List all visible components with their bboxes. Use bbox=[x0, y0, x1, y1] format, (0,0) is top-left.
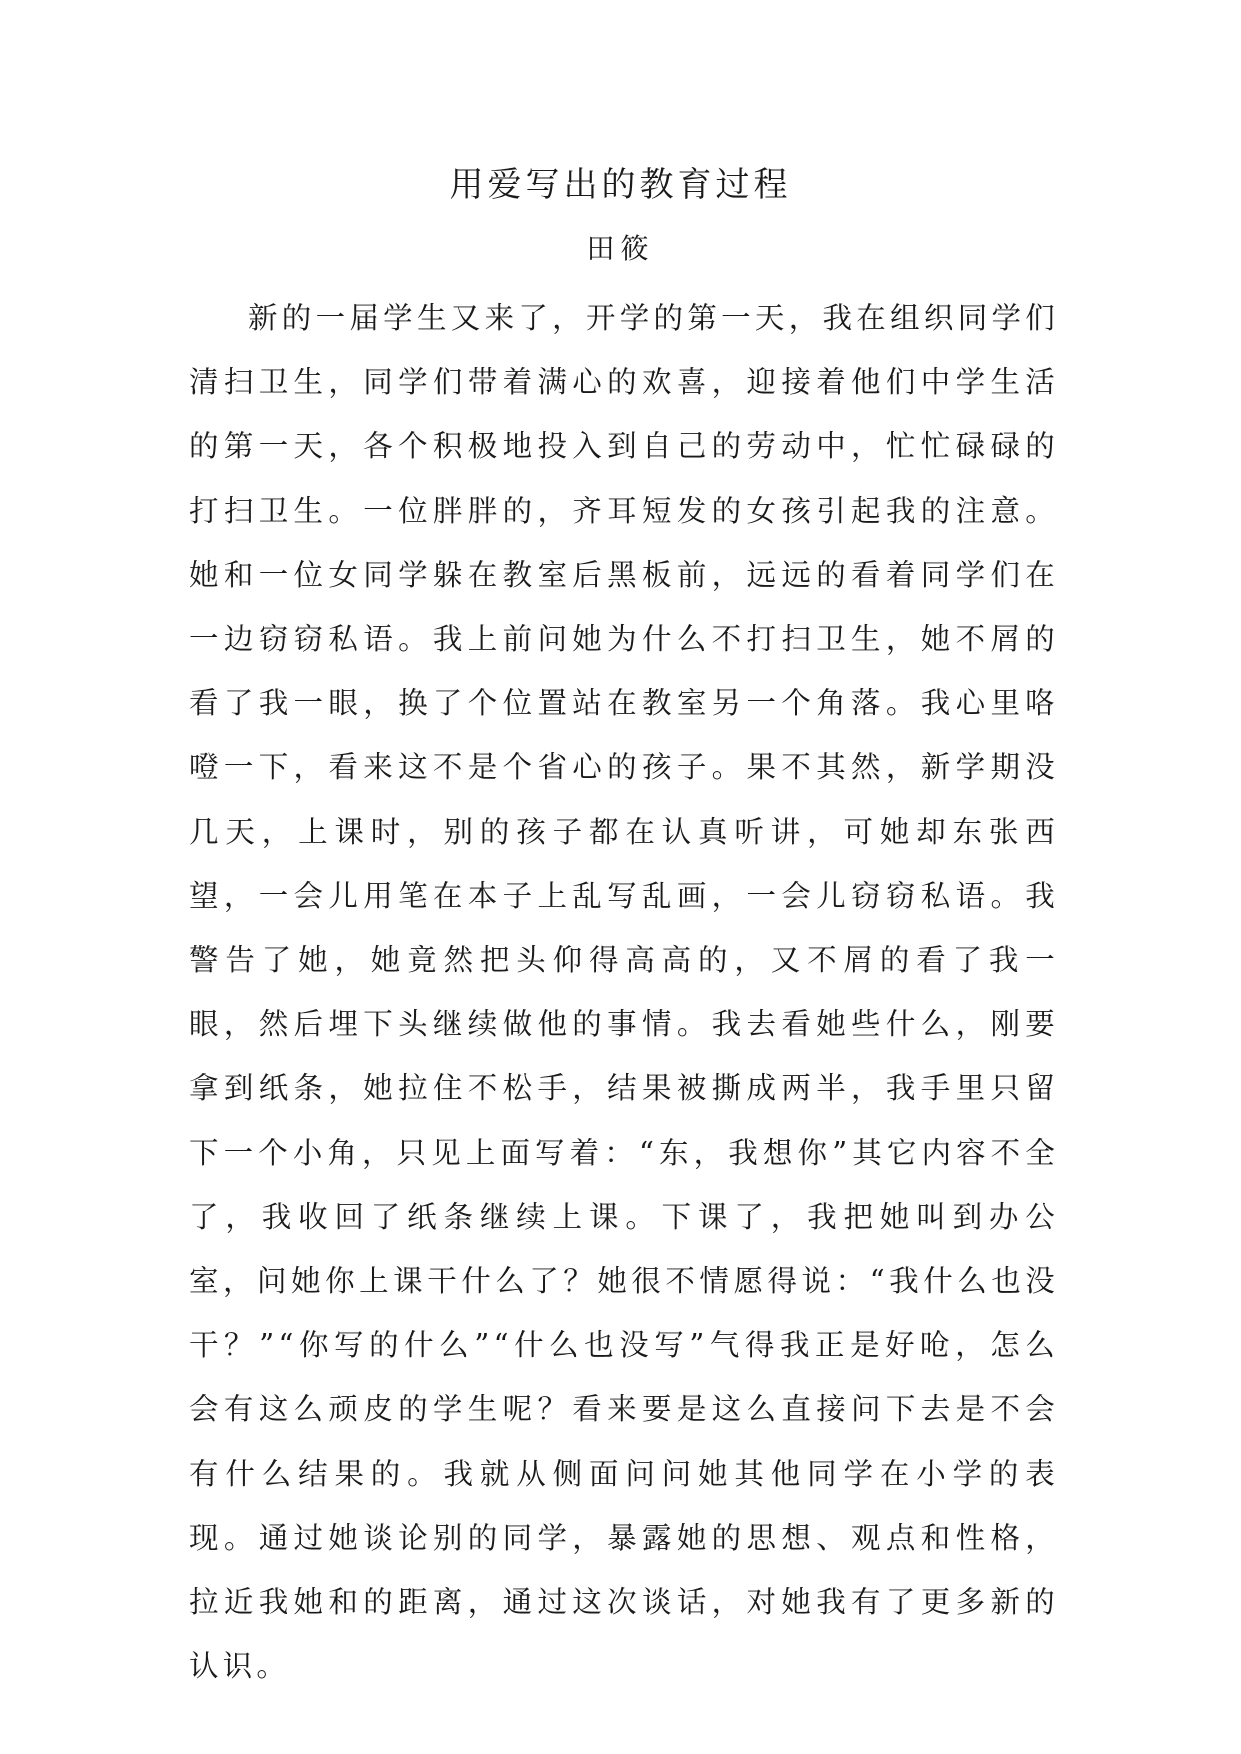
document-author: 田筱 bbox=[586, 232, 655, 265]
body-paragraph: 新的一届学生又来了，开学的第一天，我在组织同学们清扫卫生，同学们带着满心的欢喜，迎接着他们中学生活的第一天，各个积极地投入到自己的劳动中，忙忙碌碌的打扫卫生。一位胖胖的，齐耳短发的女孩引起我的注意。她和一位女同学躲在教室后黑板前，远远的看着同学们在一边窃窃私语。我上前问她为什么不打扫卫生，她不屑的看了我一眼，换了个位置站在教室另一个角落。我心里咯噔一下，看来这不是个省心的孩子。果不其然，新学期没几天，上课时，别的孩子都在认真听讲，可她却东张西望，一会儿用笔在本子上乱写乱画，一会儿窃窃私语。我警告了她，她竟然把头仰得高高的，又不屑的看了我一眼，然后埋下头继续做他的事情。我去看她些什么，刚要拿到纸条，她拉住不松手，结果被撕成两半，我手里只留下一个小角，只见上面写着：“东，我想你”其它内容不全了，我收回了纸条继续上课。下课了，我把她叫到办公室，问她你上课干什么了？她很不情愿得说：“我什么也没干？”“你写的什么”“什么也没写”气得我正是好呛，怎么会有这么顽皮的学生呢？看来要是这么直接问下去是不会有什么结果的。我就从侧面问问她其他同学在小学的表现。通过她谈论别的同学，暴露她的思想、观点和性格，拉近我她和的距离，通过这次谈话，对她我有了更多新的认识。 bbox=[189, 301, 1059, 1684]
document-title: 用爱写出的教育过程 bbox=[449, 165, 792, 205]
